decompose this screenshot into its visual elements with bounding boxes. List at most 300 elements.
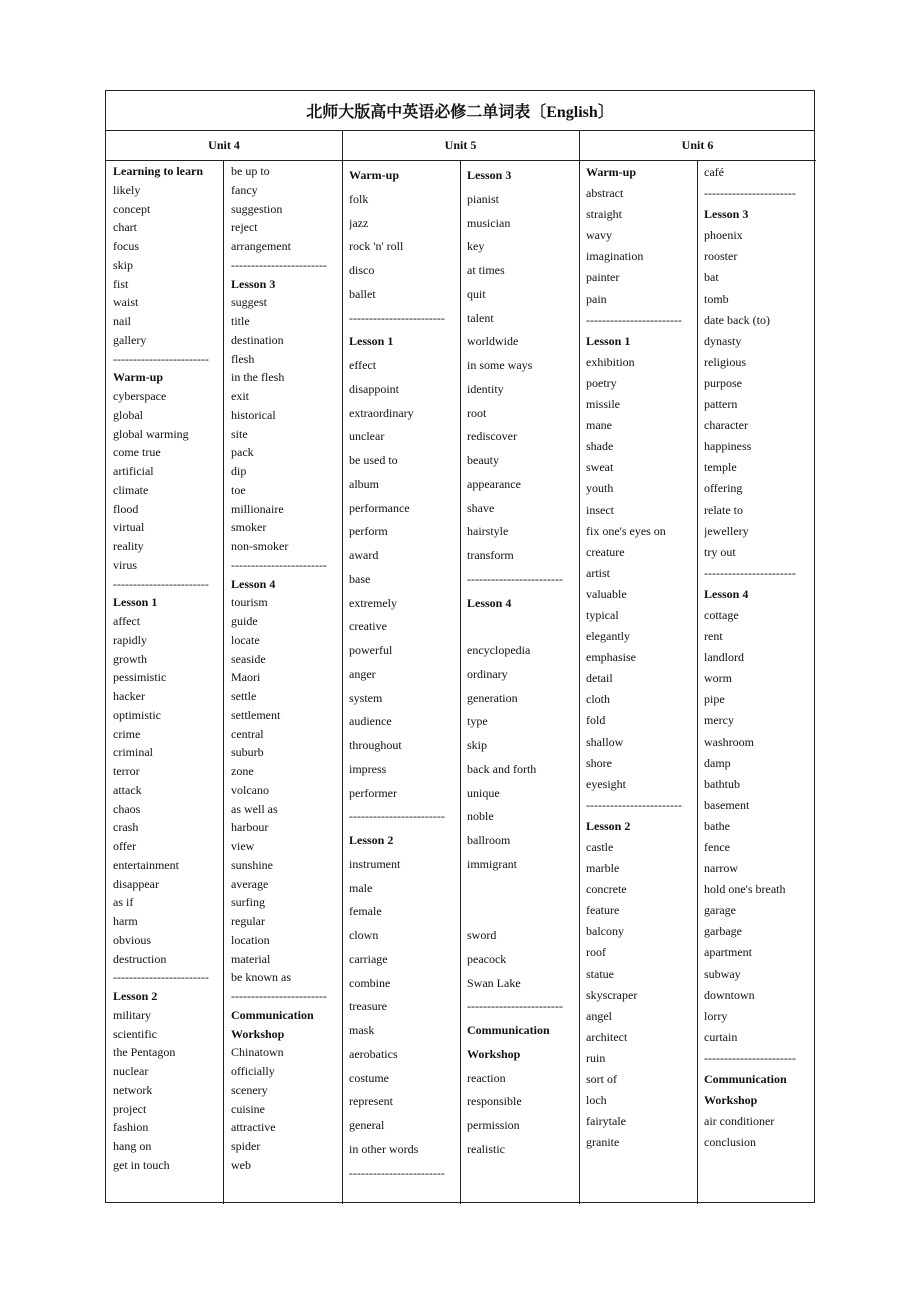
vocab-word: date back (to) xyxy=(704,312,770,327)
vocab-word: smoker xyxy=(231,520,267,535)
vocab-word: basement xyxy=(704,797,750,812)
vocab-word: chaos xyxy=(113,801,141,816)
vocab-word: site xyxy=(231,426,248,441)
vocab-word: obvious xyxy=(113,932,152,947)
vocab-word: sort of xyxy=(586,1072,617,1087)
vocab-word: bathe xyxy=(704,818,730,833)
vocab-word: Chinatown xyxy=(231,1045,284,1060)
section-heading: Lesson 2 xyxy=(349,833,394,847)
section-divider: ------------------------ xyxy=(586,312,682,327)
vocab-word: offer xyxy=(113,839,137,853)
vocab-word: flood xyxy=(113,501,139,516)
vocab-word: view xyxy=(231,839,255,853)
vocab-word: officially xyxy=(231,1064,275,1078)
vocab-word: narrow xyxy=(704,861,738,876)
section-heading: Lesson 2 xyxy=(113,989,158,1003)
vocab-word: millionaire xyxy=(231,501,284,516)
vocab-word: unclear xyxy=(349,429,385,444)
vocab-word: exit xyxy=(231,389,249,403)
vocab-word: scientific xyxy=(113,1026,157,1041)
vocab-word: project xyxy=(113,1101,147,1116)
vocab-word: balcony xyxy=(586,924,624,939)
vocab-word: impress xyxy=(349,761,387,776)
vocab-word: musician xyxy=(467,215,511,230)
section-heading: Lesson 3 xyxy=(231,276,276,291)
vocab-word: damp xyxy=(704,755,731,770)
section-divider: ----------------------- xyxy=(704,1050,796,1065)
vocab-word: harm xyxy=(113,914,138,928)
vocab-word: disco xyxy=(349,263,375,277)
vocab-word: valuable xyxy=(586,586,627,601)
vocab-word: destination xyxy=(231,332,284,347)
vocab-word: come true xyxy=(113,445,161,460)
vocab-word: fold xyxy=(586,713,606,728)
section-divider: ------------------------ xyxy=(231,257,327,272)
vocab-word: likely xyxy=(113,182,141,197)
vocab-word: disappoint xyxy=(349,381,399,396)
vocab-word: represent xyxy=(349,1094,393,1109)
section-heading: Workshop xyxy=(467,1046,521,1061)
vocab-word: harbour xyxy=(231,820,269,835)
section-divider: ------------------------ xyxy=(231,989,327,1003)
vocab-word: elegantly xyxy=(586,629,630,644)
vocab-word: location xyxy=(231,932,270,947)
vocab-word: garbage xyxy=(704,924,742,939)
vocab-word: nuclear xyxy=(113,1064,149,1078)
vocab-word: clown xyxy=(349,928,379,942)
section-heading: Lesson 3 xyxy=(467,168,512,182)
vocab-word: skip xyxy=(113,257,134,272)
vocab-word: rock 'n' roll xyxy=(349,239,404,254)
word-column xyxy=(467,161,575,1202)
vocab-word: lorry xyxy=(704,1008,728,1023)
vocab-word: appearance xyxy=(467,476,521,491)
vocab-word: wavy xyxy=(586,228,612,243)
section-heading: Lesson 1 xyxy=(113,595,158,610)
vocab-word: mask xyxy=(349,1023,375,1037)
vocab-word: ordinary xyxy=(467,666,508,681)
vocab-word: downtown xyxy=(704,987,755,1002)
vocab-word: Maori xyxy=(231,670,261,685)
vocab-word: settlement xyxy=(231,707,281,722)
vocab-word: permission xyxy=(467,1118,520,1132)
vocab-word: ballroom xyxy=(467,833,511,847)
vocab-word: transform xyxy=(467,548,514,562)
vocab-word: toe xyxy=(231,482,246,497)
vocab-word: bathtub xyxy=(704,776,740,791)
vocab-word: sword xyxy=(467,928,497,942)
vocab-word: performance xyxy=(349,500,410,515)
vocab-word: criminal xyxy=(113,745,153,760)
vocab-word: system xyxy=(349,690,383,705)
vocab-word: fence xyxy=(704,840,730,854)
vocab-word: costume xyxy=(349,1070,389,1085)
vocab-word: shallow xyxy=(586,734,624,749)
word-column xyxy=(113,161,221,1202)
vocab-word: rapidly xyxy=(113,632,147,647)
vocab-word: arrangement xyxy=(231,239,291,253)
vocab-word: regular xyxy=(231,914,265,928)
vocab-word: detail xyxy=(586,671,613,686)
vocab-word: combine xyxy=(349,975,391,990)
vocab-word: dip xyxy=(231,464,247,478)
vocab-word: imagination xyxy=(586,249,644,264)
vocab-word: general xyxy=(349,1118,385,1132)
vocab-word: landlord xyxy=(704,650,744,665)
vocab-word: abstract xyxy=(586,186,624,201)
vocab-word: shave xyxy=(467,500,495,515)
blank-row xyxy=(467,877,575,901)
vocab-word: reaction xyxy=(467,1070,506,1085)
vocab-word: fairytale xyxy=(586,1114,626,1129)
vocab-word: curtain xyxy=(704,1029,738,1044)
section-heading: Warm-up xyxy=(113,370,164,385)
section-heading: Lesson 4 xyxy=(231,576,276,591)
vocab-word: non-smoker xyxy=(231,539,289,553)
vocab-word: pipe xyxy=(704,692,725,707)
section-divider: ------------------------ xyxy=(586,797,682,812)
section-divider: ------------------------ xyxy=(231,557,327,572)
vocab-word: nail xyxy=(113,314,131,328)
vocab-word: hold one's breath xyxy=(704,882,786,897)
blank-row xyxy=(467,615,575,639)
vocab-word: loch xyxy=(586,1093,607,1108)
vocab-word: straight xyxy=(586,207,622,222)
section-divider: ------------------------ xyxy=(467,999,563,1014)
vocab-word: worldwide xyxy=(467,334,519,349)
vocab-word: pianist xyxy=(467,191,499,206)
column-divider xyxy=(223,161,224,1204)
vocab-word: award xyxy=(349,548,379,562)
vocab-word: sweat xyxy=(586,460,614,475)
vocab-word: eyesight xyxy=(586,776,626,791)
vocab-word: fist xyxy=(113,276,129,291)
section-divider: ----------------------- xyxy=(704,565,796,580)
vocab-word: jewellery xyxy=(704,523,749,538)
vocab-word: painter xyxy=(586,270,620,285)
vocab-word: in some ways xyxy=(467,358,533,372)
vocab-word: character xyxy=(704,418,748,433)
vocab-word: fashion xyxy=(113,1120,149,1135)
vocab-word: be up to xyxy=(231,164,270,178)
vocab-word: virus xyxy=(113,557,137,572)
vocab-word: emphasise xyxy=(586,650,636,665)
unit-header-5: Unit 5 xyxy=(342,131,579,161)
vocab-word: base xyxy=(349,571,371,586)
vocab-word: aerobatics xyxy=(349,1046,398,1061)
section-heading: Workshop xyxy=(704,1093,758,1108)
vocab-word: encyclopedia xyxy=(467,643,531,657)
vocab-word: garage xyxy=(704,903,736,918)
section-heading: Lesson 1 xyxy=(586,333,631,348)
vocab-word: type xyxy=(467,714,488,729)
vocab-word: pessimistic xyxy=(113,670,167,685)
section-heading: Workshop xyxy=(231,1026,285,1041)
vocab-word: subway xyxy=(704,966,741,981)
vocab-word: relate to xyxy=(704,502,743,517)
vocab-word: optimistic xyxy=(113,707,161,722)
vocab-word: flesh xyxy=(231,351,255,366)
unit-header-6: Unit 6 xyxy=(579,131,816,161)
vocab-word: generation xyxy=(467,690,518,705)
vocab-word: female xyxy=(349,904,382,919)
vocab-word: peacock xyxy=(467,951,507,966)
section-heading: Lesson 4 xyxy=(704,586,749,601)
vocab-word: conclusion xyxy=(704,1135,756,1150)
vocab-word: mercy xyxy=(704,713,734,728)
vocab-word: entertainment xyxy=(113,857,179,872)
section-heading: Warm-up xyxy=(349,168,400,182)
vocab-word: attractive xyxy=(231,1120,276,1135)
vocab-word: material xyxy=(231,951,271,966)
vocab-word: noble xyxy=(467,809,494,824)
vocab-word: settle xyxy=(231,689,257,703)
vocab-word: tomb xyxy=(704,291,729,306)
vocab-word: as well as xyxy=(231,801,278,816)
vocab-word: global warming xyxy=(113,426,189,441)
vocab-word: locate xyxy=(231,632,260,647)
vocab-word: angel xyxy=(586,1008,612,1023)
vocab-word: ruin xyxy=(586,1050,606,1065)
vocab-word: in other words xyxy=(349,1141,419,1156)
vocab-word: skyscraper xyxy=(586,987,638,1002)
vocab-word: be known as xyxy=(231,970,291,985)
vocab-word: suggest xyxy=(231,295,267,310)
vocab-word: suburb xyxy=(231,745,264,760)
vocab-word: folk xyxy=(349,191,369,206)
vocab-word: missile xyxy=(586,397,621,412)
vocab-word: destruction xyxy=(113,951,167,966)
vocab-word: immigrant xyxy=(467,856,517,871)
section-heading: Learning to learn xyxy=(113,164,203,178)
vocab-word: zone xyxy=(231,764,254,778)
vocab-word: shade xyxy=(586,439,614,454)
vocab-word: apartment xyxy=(704,945,752,960)
vocab-word: guide xyxy=(231,614,258,628)
vocab-word: pain xyxy=(586,291,607,306)
word-column xyxy=(586,161,694,1202)
vocab-word: fancy xyxy=(231,182,258,197)
vocab-word: concrete xyxy=(586,882,627,897)
vocab-word: affect xyxy=(113,614,141,628)
vocab-word: feature xyxy=(586,903,620,918)
vocab-word: phoenix xyxy=(704,228,743,243)
section-divider: ------------------------ xyxy=(349,310,445,325)
vocab-word: statue xyxy=(586,966,614,981)
section-divider: ----------------------- xyxy=(704,186,796,201)
section-heading: Communication xyxy=(467,1023,550,1037)
vocab-word: typical xyxy=(586,607,619,622)
vocab-word: terror xyxy=(113,764,140,778)
vocab-word: jazz xyxy=(349,215,369,230)
vocab-word: anger xyxy=(349,666,376,681)
vocab-word: creature xyxy=(586,544,625,559)
vocab-word: network xyxy=(113,1082,153,1097)
vocab-word: extremely xyxy=(349,595,397,610)
vocab-word: exhibition xyxy=(586,354,635,369)
vocab-word: tourism xyxy=(231,595,268,610)
section-divider: ------------------------ xyxy=(467,571,563,586)
vocab-word: suggestion xyxy=(231,201,283,216)
vocab-word: poetry xyxy=(586,375,617,390)
section-divider: ------------------------ xyxy=(349,1165,445,1180)
vocab-word: identity xyxy=(467,381,504,396)
vocab-word: fix one's eyes on xyxy=(586,523,666,538)
vocab-word: powerful xyxy=(349,643,393,657)
vocab-word: as if xyxy=(113,895,134,910)
vocab-word: crash xyxy=(113,820,139,835)
vocab-word: hacker xyxy=(113,689,145,703)
unit-header-4: Unit 4 xyxy=(106,131,342,161)
section-heading: Communication xyxy=(231,1007,314,1022)
section-heading: Communication xyxy=(704,1072,787,1087)
vocab-word: be used to xyxy=(349,453,398,467)
vocab-word: cuisine xyxy=(231,1101,265,1116)
vocab-word: military xyxy=(113,1007,151,1022)
vocabulary-table xyxy=(105,90,815,1203)
vocab-word: reality xyxy=(113,539,144,553)
vocab-word: treasure xyxy=(349,999,387,1014)
column-divider xyxy=(460,161,461,1204)
vocab-word: artist xyxy=(586,565,610,580)
section-divider: ------------------------ xyxy=(113,970,209,985)
word-column xyxy=(704,161,812,1202)
vocab-word: worm xyxy=(704,671,732,686)
vocab-word: extraordinary xyxy=(349,405,414,420)
vocab-word: rediscover xyxy=(467,429,517,444)
vocab-word: disappear xyxy=(113,876,159,891)
vocab-word: pack xyxy=(231,445,254,460)
vocab-word: Swan Lake xyxy=(467,975,521,990)
vocab-word: creative xyxy=(349,619,387,634)
vocab-word: the Pentagon xyxy=(113,1045,176,1060)
section-heading: Lesson 3 xyxy=(704,207,749,222)
vocab-word: granite xyxy=(586,1135,620,1150)
word-column xyxy=(349,161,457,1202)
section-heading: Lesson 4 xyxy=(467,595,512,610)
vocab-word: performer xyxy=(349,785,397,800)
section-divider: ------------------------ xyxy=(113,351,209,366)
vocab-word: shore xyxy=(586,755,612,770)
vocab-word: roof xyxy=(586,945,606,960)
vocab-word: focus xyxy=(113,239,139,253)
vocab-word: global xyxy=(113,407,143,422)
vocab-word: climate xyxy=(113,482,149,497)
vocab-word: historical xyxy=(231,407,276,422)
vocab-word: waist xyxy=(113,295,139,310)
blank-row xyxy=(467,900,575,924)
vocab-word: bat xyxy=(704,270,719,285)
vocab-word: artificial xyxy=(113,464,154,478)
column-divider xyxy=(342,131,343,1204)
vocab-word: rent xyxy=(704,629,723,644)
vocab-word: web xyxy=(231,1157,251,1172)
vocab-word: crime xyxy=(113,726,141,741)
vocab-word: carriage xyxy=(349,951,388,966)
vocab-word: offering xyxy=(704,481,743,496)
vocab-word: growth xyxy=(113,651,147,666)
vocab-word: youth xyxy=(586,481,614,496)
vocab-word: back and forth xyxy=(467,761,537,776)
vocab-word: surfing xyxy=(231,895,265,910)
page-title: 北师大版高中英语必修二单词表〔English〕 xyxy=(106,91,814,131)
vocab-word: perform xyxy=(349,524,388,539)
vocab-word: title xyxy=(231,314,250,328)
vocab-word: talent xyxy=(467,310,494,325)
vocab-word: get in touch xyxy=(113,1157,170,1172)
vocab-word: seaside xyxy=(231,651,266,666)
vocab-word: insect xyxy=(586,502,614,517)
column-divider xyxy=(697,161,698,1204)
vocab-word: pattern xyxy=(704,397,738,412)
vocab-word: average xyxy=(231,876,269,891)
vocab-word: café xyxy=(704,165,724,179)
vocab-word: in the flesh xyxy=(231,370,285,385)
vocab-word: architect xyxy=(586,1029,628,1044)
vocab-word: throughout xyxy=(349,738,402,752)
vocab-word: male xyxy=(349,880,373,895)
vocab-word: air conditioner xyxy=(704,1114,775,1129)
section-divider: ------------------------ xyxy=(349,809,445,824)
vocab-word: spider xyxy=(231,1139,261,1153)
word-column xyxy=(231,161,339,1202)
vocab-word: at times xyxy=(467,263,505,277)
section-heading: Lesson 2 xyxy=(586,818,631,833)
vocab-word: gallery xyxy=(113,332,147,347)
vocab-word: rooster xyxy=(704,249,738,264)
vocab-word: temple xyxy=(704,460,737,475)
vocab-word: castle xyxy=(586,840,614,854)
vocab-word: cloth xyxy=(586,692,610,707)
vocab-word: cottage xyxy=(704,607,739,622)
vocab-word: chart xyxy=(113,220,137,235)
vocab-word: key xyxy=(467,239,485,254)
vocab-word: cyberspace xyxy=(113,389,167,403)
vocab-word: audience xyxy=(349,714,392,729)
section-heading: Lesson 1 xyxy=(349,334,394,349)
vocab-word: concept xyxy=(113,201,151,216)
vocab-word: purpose xyxy=(704,375,742,390)
vocab-word: washroom xyxy=(704,734,754,749)
section-heading: Warm-up xyxy=(586,165,637,179)
vocab-word: instrument xyxy=(349,856,401,871)
vocab-word: reject xyxy=(231,220,258,235)
vocab-word: hang on xyxy=(113,1139,152,1153)
vocab-word: religious xyxy=(704,354,746,369)
vocab-word: hairstyle xyxy=(467,524,509,539)
column-divider xyxy=(579,131,580,1204)
vocab-word: responsible xyxy=(467,1094,522,1109)
vocab-word: scenery xyxy=(231,1082,268,1097)
vocab-word: happiness xyxy=(704,439,752,454)
vocab-word: skip xyxy=(467,738,488,752)
vocab-word: album xyxy=(349,476,379,491)
vocab-word: effect xyxy=(349,358,377,372)
vocab-word: ballet xyxy=(349,286,376,301)
vocab-word: virtual xyxy=(113,520,145,535)
vocab-word: marble xyxy=(586,861,620,876)
vocab-word: quit xyxy=(467,286,486,301)
vocab-word: central xyxy=(231,726,264,741)
vocab-word: realistic xyxy=(467,1141,505,1156)
vocab-word: beauty xyxy=(467,453,499,467)
vocab-word: try out xyxy=(704,544,736,559)
section-divider: ------------------------ xyxy=(113,576,209,591)
vocab-word: sunshine xyxy=(231,857,273,872)
vocab-word: root xyxy=(467,405,487,420)
vocab-word: mane xyxy=(586,418,612,433)
vocab-word: attack xyxy=(113,782,142,797)
